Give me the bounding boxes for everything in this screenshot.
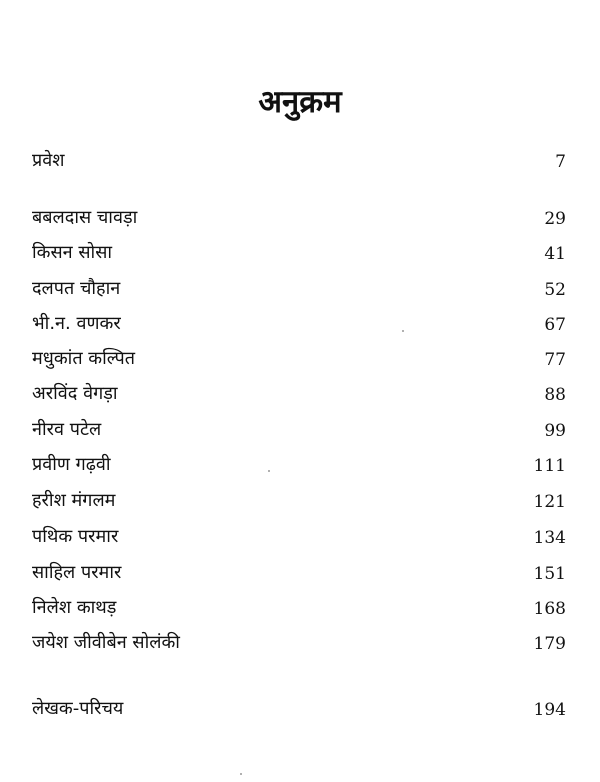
toc-entry-page: 111 [533,456,566,476]
toc-entry [32,630,566,660]
toc-entry-page: 121 [533,492,566,512]
toc-entry-page: 52 [544,280,566,300]
toc-entry-title: प्रवेश [32,150,65,171]
toc-entry-page: 77 [544,350,566,370]
scan-speck [402,330,404,332]
scan-speck [240,773,242,775]
toc-entry-title: प्रवीण गढ़वी [32,454,111,475]
toc-entry-page: 134 [533,528,566,548]
toc-entry [32,381,566,411]
toc-entry-title: साहिल परमार [32,562,122,583]
toc-entry-author-bio [32,696,566,726]
toc-entry-title: दलपत चौहान [32,278,121,299]
toc-entry [32,276,566,306]
toc-entry [32,311,566,341]
toc-entry-title: पथिक परमार [32,526,119,547]
toc-entry-title: बबलदास चावड़ा [32,207,138,228]
toc-entry-page: 29 [544,209,566,229]
toc-entry-page: 41 [544,244,566,264]
toc-entry-title: अरविंद वेगड़ा [32,383,118,404]
toc-entry-title: मधुकांत कल्पित [32,348,135,369]
toc-entry-page: 168 [533,599,566,619]
toc-entry [32,240,566,270]
toc-entry [32,452,566,482]
toc-entry [32,595,566,625]
toc-entry-title: किसन सोसा [32,242,113,263]
toc-entry [32,346,566,376]
toc-entry-title: नीरव पटेल [32,419,102,440]
toc-entry-title: निलेश काथड़ [32,597,117,618]
toc-entry-page: 67 [544,315,566,335]
toc-entry-page: 88 [544,385,566,405]
toc-entry [32,417,566,447]
toc-entry [32,205,566,235]
toc-entry-intro [32,148,566,178]
toc-entry [32,560,566,590]
toc-entry-title: भी.न. वणकर [32,313,121,334]
page-title: अनुक्रम [258,84,342,120]
toc-entry-page: 99 [544,421,566,441]
toc-entry-page: 179 [533,634,566,654]
scan-speck [268,470,270,472]
toc-entry-page: 7 [555,152,566,172]
toc-entry [32,524,566,554]
toc-entry-page: 151 [533,564,566,584]
toc-entry-title: हरीश मंगलम [32,490,116,511]
toc-entry [32,488,566,518]
toc-entry-title: लेखक-परिचय [32,698,124,719]
toc-entry-page: 194 [533,700,566,720]
toc-entry-title: जयेश जीवीबेन सोलंकी [32,632,180,653]
